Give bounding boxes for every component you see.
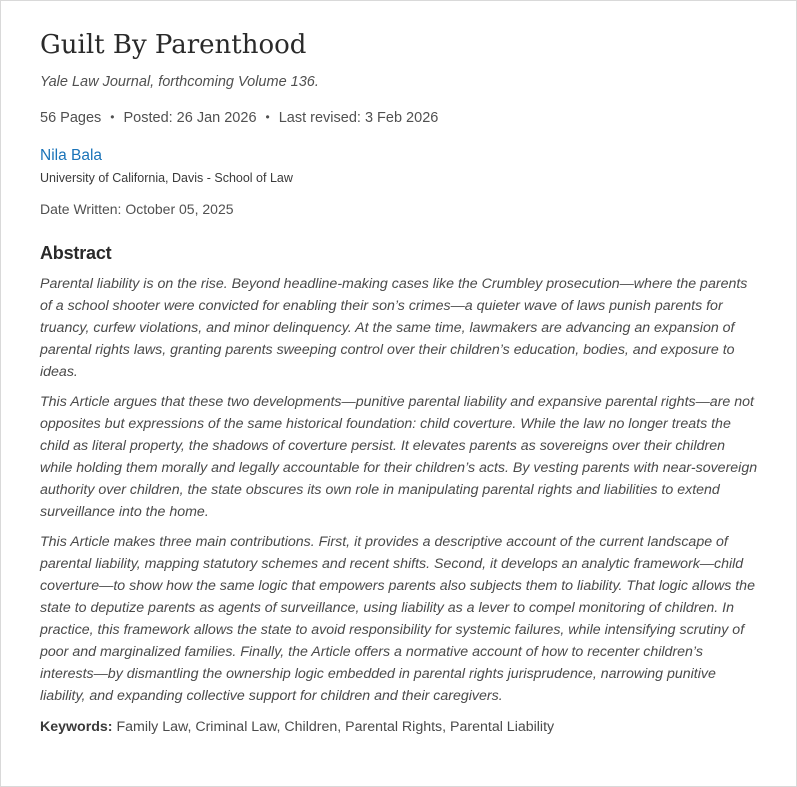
abstract-body xyxy=(40,273,760,707)
author-link[interactable]: Nila Bala xyxy=(40,147,103,164)
page-count: 56 Pages xyxy=(40,110,102,126)
date-written: Date Written: October 05, 2025 xyxy=(40,201,234,217)
author-affiliation: University of California, Davis - School of Law xyxy=(40,171,293,185)
keywords-value: Family Law, Criminal Law, Children, Parental Rights, Parental Liability xyxy=(116,719,555,735)
bullet-separator: • xyxy=(110,110,115,124)
abstract-paragraph: Parental liability is on the rise. Beyond headline-making cases like the Crumbley prosecution—where the parents of a school shooter were convicted for enabling their son’s crimes—a quieter wave of laws punish parents for truancy, curfew violations, and minor delinquency. At the same time, lawmakers are advancing an expansion of parental rights laws, granting parents sweeping control over their children’s education, bodies, and exposure to ideas. xyxy=(40,276,748,380)
abstract-paragraph: This Article makes three main contributions. First, it provides a descriptive account of the current landscape of parental liability, mapping statutory schemes and recent shifts. Second, it develops an analytic framework—child coverture—to show how the same logic that empowers parents also subjects them to liability. That logic allows the state to deputize parents as agents of surveillance, using liability as a lever to compel monitoring of children. In practice, this framework allows the state to avoid responsibility for systemic failures, while intensifying scrutiny of poor and marginalized families. Finally, the Article offers a normative account of how to recenter children’s interests—by dismantling the ownership logic embedded in parental rights jurisprudence, narrowing punitive liability, and expanding collective support for children and their caregivers. xyxy=(40,534,755,704)
keywords xyxy=(40,717,760,737)
keywords-label: Keywords: xyxy=(40,719,113,735)
paper-title: Guilt By Parenthood xyxy=(40,30,307,60)
posted-date: Posted: 26 Jan 2026 xyxy=(123,110,257,126)
paper-meta xyxy=(40,108,760,128)
paper-details xyxy=(40,28,760,737)
abstract-paragraph: This Article argues that these two developments—punitive parental liability and expansive parental rights—are not opposites but expressions of the same historical foundation: child coverture. While the law no longer treats the child as literal property, the shadows of coverture persist. It elevates parents as sovereigns over their children while holding them morally and legally accountable for their children’s acts. By vesting parents with near-sovereign authority over children, the state obscures its own role in manipulating parental rights and liabilities to extend surveillance into the home. xyxy=(40,394,758,520)
journal-citation: Yale Law Journal, forthcoming Volume 136. xyxy=(40,74,319,90)
bullet-separator: • xyxy=(265,110,270,124)
abstract-heading: Abstract xyxy=(40,243,112,263)
revised-date: Last revised: 3 Feb 2026 xyxy=(278,110,439,126)
